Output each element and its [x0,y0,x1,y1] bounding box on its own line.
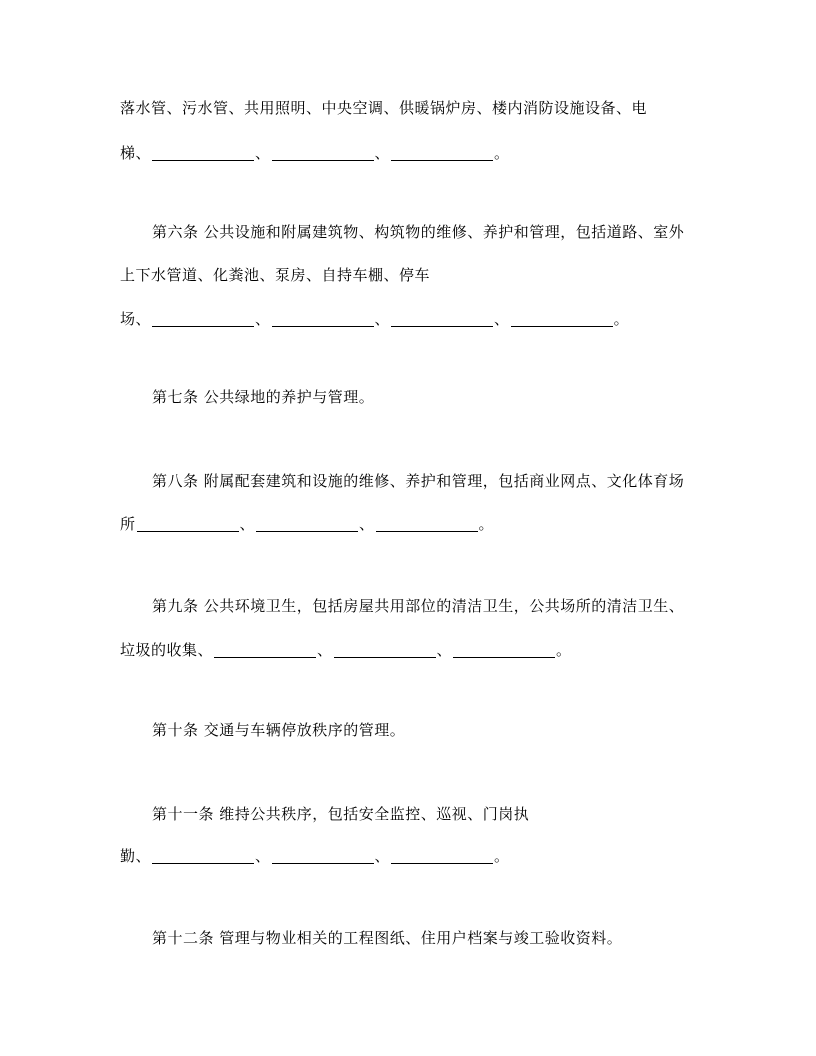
fill-in-line [120,143,510,163]
fill-in-line [120,640,572,660]
separator: 、 [374,847,391,865]
article-9-title: 第九条 公共环境卫生，包括房屋共用部位的清洁卫生，公共场所的清洁卫生、 [152,597,685,615]
line-lead: 垃圾的收集、 [120,641,214,659]
fill-in-line [120,514,494,534]
blank-field[interactable] [214,656,316,658]
article-11-title: 第十一条 维持公共秩序，包括安全监控、巡视、门岗执 [152,805,530,823]
separator: 、 [239,515,256,533]
line-lead: 梯、 [120,144,152,162]
line-end: 。 [556,641,572,659]
line-end: 。 [478,515,495,533]
separator: 、 [374,310,391,328]
article-12-title: 第十二条 管理与物业相关的工程图纸、住用户档案与竣工验收资料。 [152,929,623,947]
blank-field[interactable] [391,862,493,864]
blank-field[interactable] [152,159,254,161]
separator: 、 [374,144,391,162]
blank-field[interactable] [511,325,613,327]
article-10-title: 第十条 交通与车辆停放秩序的管理。 [152,721,406,739]
blank-field[interactable] [272,325,374,327]
separator: 、 [436,641,453,659]
article-6-title: 第六条 公共设施和附属建筑物、构筑物的维修、养护和管理，包括道路、室外 [152,223,685,241]
blank-field[interactable] [272,862,374,864]
line-lead: 场、 [120,310,152,328]
line-end: 。 [494,847,510,865]
line-end: 。 [613,310,630,328]
blank-field[interactable] [272,159,374,161]
line-end: 。 [494,144,510,162]
fill-in-line [120,846,510,866]
separator: 、 [255,144,271,162]
blank-field[interactable] [376,530,478,532]
blank-field[interactable] [391,325,493,327]
article-7-title: 第七条 公共绿地的养护与管理。 [152,388,375,406]
blank-field[interactable] [391,159,493,161]
article-8-title: 第八条 附属配套建筑和设施的维修、养护和管理，包括商业网点、文化体育场 [152,472,685,490]
text-line: 上下水管道、化粪池、泵房、自持车棚、停车 [120,266,431,284]
separator: 、 [359,515,375,533]
line-lead: 勤、 [120,847,152,865]
separator: 、 [317,641,333,659]
blank-field[interactable] [152,862,254,864]
separator: 、 [255,847,271,865]
blank-field[interactable] [334,656,436,658]
text-line: 落水管、污水管、共用照明、中央空调、供暖锅炉房、楼内消防设施设备、电 [120,99,648,117]
blank-field[interactable] [256,530,358,532]
separator: 、 [494,310,510,328]
separator: 、 [255,310,271,328]
fill-in-line [120,309,629,329]
blank-field[interactable] [453,656,555,658]
blank-field[interactable] [137,530,239,532]
line-lead: 所 [120,515,136,533]
blank-field[interactable] [152,325,254,327]
